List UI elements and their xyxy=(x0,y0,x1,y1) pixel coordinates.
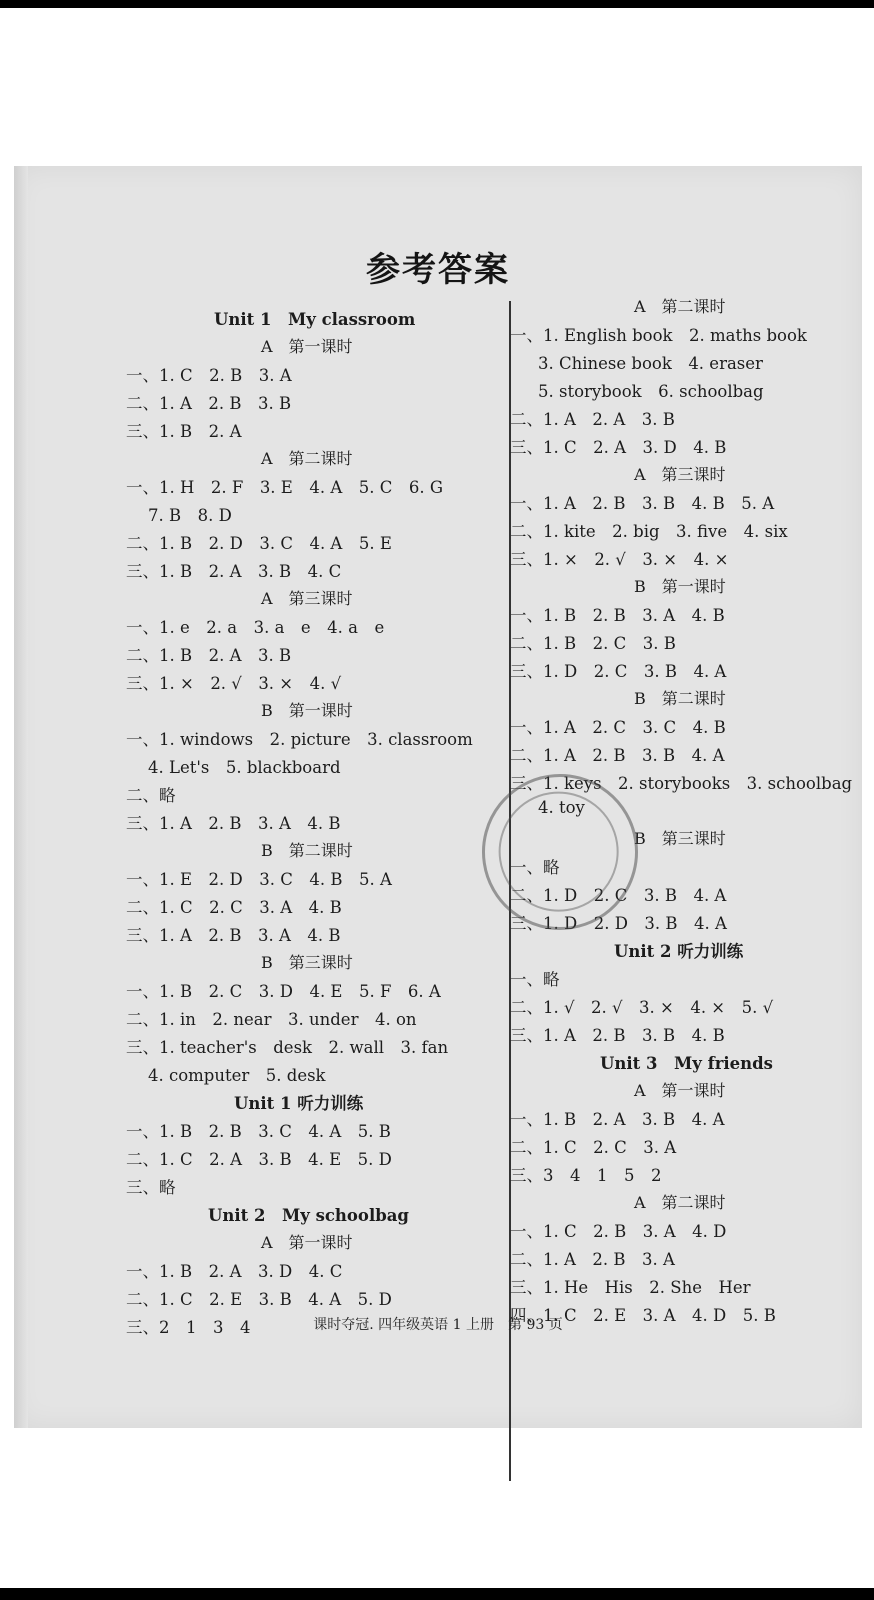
answer-line: 一、1. windows 2. picture 3. classroom xyxy=(126,730,473,749)
unit-heading: Unit 1 听力训练 xyxy=(234,1094,364,1113)
answer-line: 3. Chinese book 4. eraser xyxy=(538,354,763,373)
unit-heading: Unit 2 My schoolbag xyxy=(208,1206,409,1225)
answer-line: 一、1. A 2. B 3. B 4. B 5. A xyxy=(510,494,775,513)
lesson-heading: A 第二课时 xyxy=(261,449,353,468)
lesson-heading: B 第二课时 xyxy=(634,689,726,708)
lesson-heading: B 第一课时 xyxy=(634,577,726,596)
answer-line: 4. Let's 5. blackboard xyxy=(148,758,341,777)
scanned-page xyxy=(14,166,862,1428)
answer-line: 四、1. C 2. E 3. A 4. D 5. B xyxy=(510,1306,776,1325)
lesson-heading: A 第三课时 xyxy=(634,465,726,484)
answer-line: 二、1. C 2. A 3. B 4. E 5. D xyxy=(126,1150,392,1169)
answer-line: 二、1. A 2. B 3. B xyxy=(126,394,292,413)
answer-line: 一、略 xyxy=(510,970,560,989)
answer-line: 三、1. × 2. √ 3. × 4. × xyxy=(510,550,729,569)
lesson-heading: B 第二课时 xyxy=(261,841,353,860)
lesson-heading: A 第三课时 xyxy=(261,589,353,608)
lesson-heading: A 第二课时 xyxy=(634,297,726,316)
answer-line: 二、1. A 2. A 3. B xyxy=(510,410,675,429)
unit-heading: Unit 1 My classroom xyxy=(214,310,416,329)
answer-line: 三、1. B 2. A 3. B 4. C xyxy=(126,562,342,581)
answer-line: 二、1. kite 2. big 3. five 4. six xyxy=(510,522,788,541)
answer-line: 4. toy xyxy=(538,798,585,817)
answer-line: 二、1. C 2. C 3. A 4. B xyxy=(126,898,342,917)
top-bar xyxy=(0,0,874,8)
answer-line: 一、1. A 2. C 3. C 4. B xyxy=(510,718,726,737)
lesson-heading: A 第一课时 xyxy=(634,1081,726,1100)
stamp-inner-ring xyxy=(477,770,641,934)
answer-line: 三、1. C 2. A 3. D 4. B xyxy=(510,438,727,457)
answer-line: 二、1. √ 2. √ 3. × 4. × 5. √ xyxy=(510,998,774,1017)
answer-line: 三、略 xyxy=(126,1178,176,1197)
answer-line: 三、1. He His 2. She Her xyxy=(510,1278,751,1297)
answer-line: 三、1. × 2. √ 3. × 4. √ xyxy=(126,674,342,693)
unit-heading: Unit 2 听力训练 xyxy=(614,942,744,961)
answer-line: 二、1. A 2. B 3. B 4. A xyxy=(510,746,725,765)
page-edge xyxy=(14,166,28,1428)
lesson-heading: A 第一课时 xyxy=(261,1233,353,1252)
lesson-heading: A 第一课时 xyxy=(261,337,353,356)
answer-line: 三、1. D 2. D 3. B 4. A xyxy=(510,914,727,933)
answer-line: 一、1. e 2. a 3. a e 4. a e xyxy=(126,618,385,637)
answer-line: 二、1. B 2. C 3. B xyxy=(510,634,676,653)
page-title: 参考答案 xyxy=(366,250,510,290)
answer-line: 一、1. E 2. D 3. C 4. B 5. A xyxy=(126,870,392,889)
answer-line: 二、略 xyxy=(126,786,176,805)
answer-line: 二、1. B 2. A 3. B xyxy=(126,646,292,665)
answer-line: 三、3 4 1 5 2 xyxy=(510,1166,662,1185)
unit-heading: Unit 3 My friends xyxy=(600,1054,773,1073)
answer-line: 一、略 xyxy=(510,858,560,877)
answer-line: 二、1. C 2. C 3. A xyxy=(510,1138,677,1157)
answer-line: 三、2 1 3 4 xyxy=(126,1318,251,1337)
answer-line: 一、1. B 2. B 3. C 4. A 5. B xyxy=(126,1122,391,1141)
answer-line: 三、1. B 2. A xyxy=(126,422,242,441)
answer-line: 一、1. B 2. C 3. D 4. E 5. F 6. A xyxy=(126,982,441,1001)
answer-line: 5. storybook 6. schoolbag xyxy=(538,382,764,401)
bottom-bar xyxy=(0,1588,874,1600)
answer-line: 二、1. C 2. E 3. B 4. A 5. D xyxy=(126,1290,392,1309)
answer-line: 一、1. C 2. B 3. A 4. D xyxy=(510,1222,727,1241)
lesson-heading: B 第三课时 xyxy=(261,953,353,972)
answer-line: 三、1. teacher's desk 2. wall 3. fan xyxy=(126,1038,449,1057)
answer-line: 一、1. B 2. A 3. B 4. A xyxy=(510,1110,725,1129)
answer-line: 一、1. English book 2. maths book xyxy=(510,326,807,345)
answer-line: 二、1. in 2. near 3. under 4. on xyxy=(126,1010,417,1029)
answer-line: 三、1. A 2. B 3. B 4. B xyxy=(510,1026,725,1045)
lesson-heading: B 第三课时 xyxy=(634,829,726,848)
answer-line: 三、1. keys 2. storybooks 3. schoolbag xyxy=(510,774,853,793)
answer-line: 二、1. D 2. C 3. B 4. A xyxy=(510,886,727,905)
answer-line: 二、1. A 2. B 3. A xyxy=(510,1250,675,1269)
lesson-heading: A 第二课时 xyxy=(634,1193,726,1212)
answer-line: 三、1. A 2. B 3. A 4. B xyxy=(126,814,341,833)
answer-line: 二、1. B 2. D 3. C 4. A 5. E xyxy=(126,534,392,553)
answer-line: 一、1. B 2. A 3. D 4. C xyxy=(126,1262,343,1281)
lesson-heading: B 第一课时 xyxy=(261,701,353,720)
answer-line: 7. B 8. D xyxy=(148,506,232,525)
answer-line: 三、1. A 2. B 3. A 4. B xyxy=(126,926,341,945)
answer-line: 一、1. B 2. B 3. A 4. B xyxy=(510,606,725,625)
answer-line: 一、1. C 2. B 3. A xyxy=(126,366,292,385)
page-footer: 课时夺冠. 四年级英语 1 上册 第 93 页 xyxy=(313,1317,563,1333)
answer-line: 三、1. D 2. C 3. B 4. A xyxy=(510,662,727,681)
answer-line: 一、1. H 2. F 3. E 4. A 5. C 6. G xyxy=(126,478,444,497)
answer-line: 4. computer 5. desk xyxy=(148,1066,326,1085)
